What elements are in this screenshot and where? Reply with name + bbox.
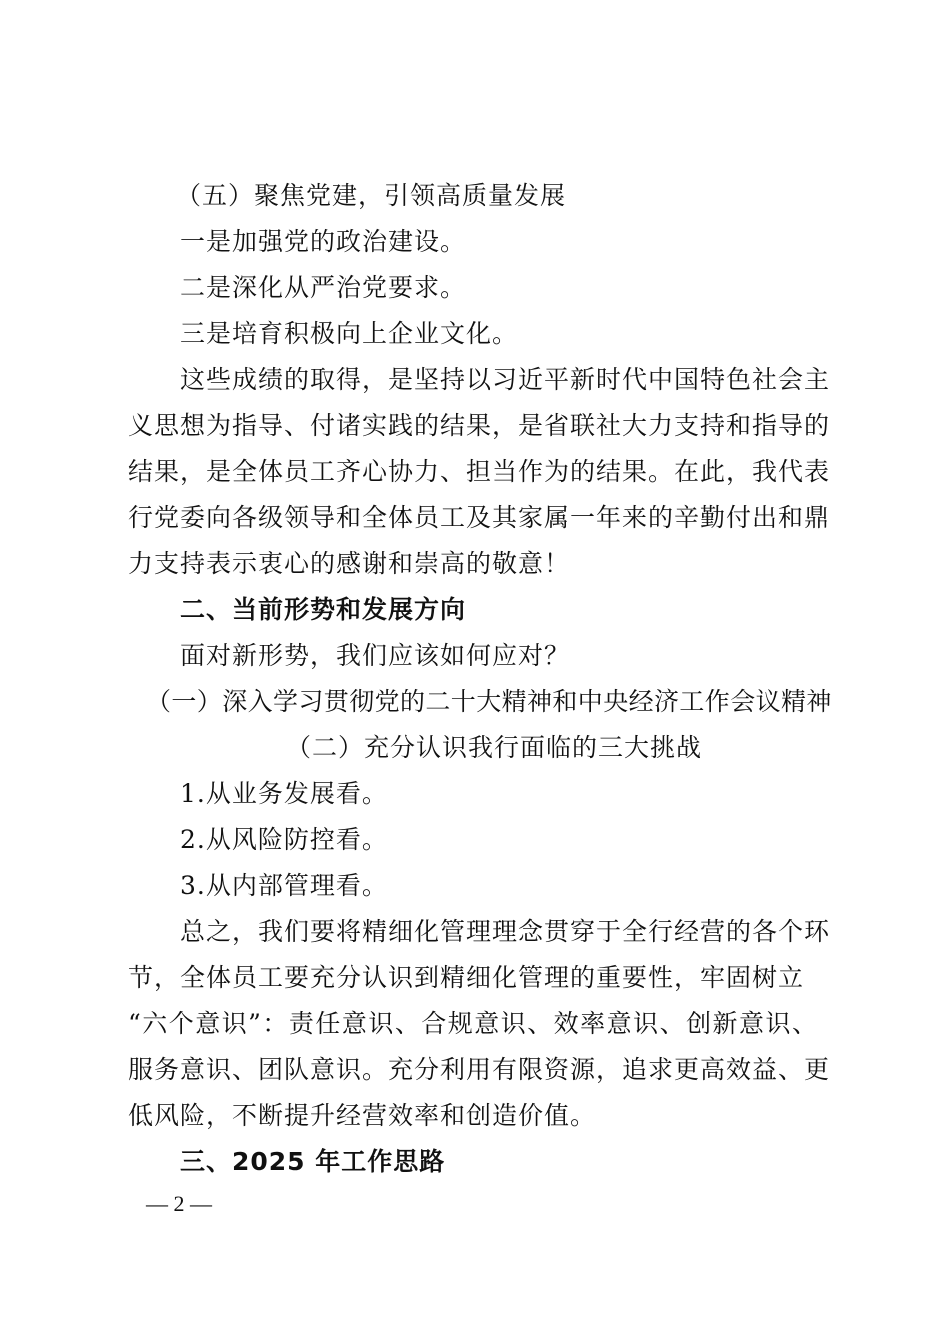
list-item-three: 三是培育积极向上企业文化。 xyxy=(180,319,519,348)
point-three: 3.从内部管理看。 xyxy=(180,871,388,900)
section-five-heading: （五）聚焦党建，引领高质量发展 xyxy=(176,181,567,210)
paragraph-line: 服务意识、团队意识。充分利用有限资源，追求更高效益、更 xyxy=(128,1055,831,1084)
paragraph-line: 总之，我们要将精细化管理理念贯穿于全行经营的各个环 xyxy=(180,917,831,946)
subheading-one: （一）深入学习贯彻党的二十大精神和中央经济工作会议精神 xyxy=(146,687,832,716)
list-item-two: 二是深化从严治党要求。 xyxy=(180,273,467,302)
heading-two: 二、当前形势和发展方向 xyxy=(180,595,467,624)
list-item-one: 一是加强党的政治建设。 xyxy=(180,227,467,256)
question-line: 面对新形势，我们应该如何应对？ xyxy=(180,641,571,670)
paragraph-line: 义思想为指导、付诸实践的结果，是省联社大力支持和指导的 xyxy=(128,411,831,440)
page-number: — 2 — xyxy=(146,1191,212,1216)
paragraph-line: 这些成绩的取得，是坚持以习近平新时代中国特色社会主 xyxy=(180,365,831,394)
subheading-two: （二）充分认识我行面临的三大挑战 xyxy=(286,733,703,762)
paragraph-line: 节，全体员工要充分认识到精细化管理的重要性，牢固树立 xyxy=(128,963,805,992)
paragraph-line: “六个意识”：责任意识、合规意识、效率意识、创新意识、 xyxy=(128,1009,818,1038)
paragraph-line: 结果，是全体员工齐心协力、担当作为的结果。在此，我代表 xyxy=(128,457,831,486)
point-one: 1.从业务发展看。 xyxy=(180,779,388,808)
point-two: 2.从风险防控看。 xyxy=(180,825,388,854)
heading-three: 三、2025 年工作思路 xyxy=(180,1147,446,1176)
paragraph-line: 低风险，不断提升经营效率和创造价值。 xyxy=(128,1101,597,1130)
paragraph-line: 行党委向各级领导和全体员工及其家属一年来的辛勤付出和鼎 xyxy=(128,503,831,532)
paragraph-line: 力支持表示衷心的感谢和崇高的敬意！ xyxy=(128,549,571,578)
